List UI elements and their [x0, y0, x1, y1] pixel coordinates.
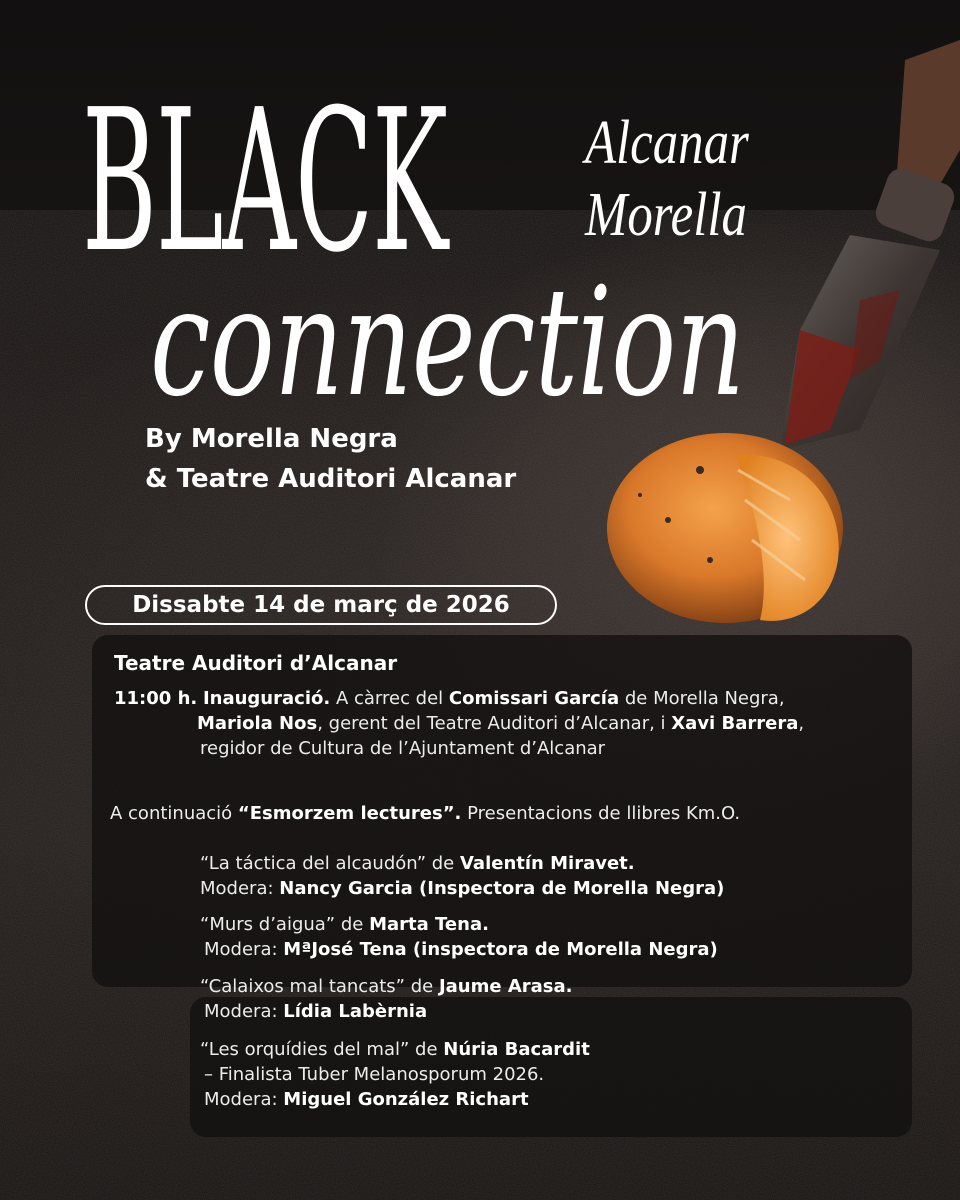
speaker-nos: Mariola Nos [197, 713, 318, 734]
inauguration-line-1 [114, 687, 785, 711]
continuation-rest: Presentacions de llibres Km.O. [467, 803, 741, 824]
book-connector: de [405, 976, 439, 997]
continuation-prefix: A continuació [110, 803, 233, 824]
byline-organizer-1: By Morella Negra [145, 424, 398, 454]
moderator-name: Nancy Garcia (Inspectora de Morella Negra) [279, 878, 725, 899]
book-author: Valentín Miravet. [459, 853, 635, 874]
moderator-name: MªJosé Tena (inspectora de Morella Negra) [283, 939, 718, 960]
book-line [200, 975, 573, 999]
book-line [200, 1038, 590, 1062]
book-connector: de [335, 914, 370, 935]
inauguration-text: , gerent del Teatre Auditori d’Alcanar, i [317, 713, 666, 734]
moderator-label: Modera: [204, 1089, 278, 1110]
book-title: “Les orquídies del mal” [200, 1039, 410, 1060]
book-line [200, 852, 635, 876]
date-badge: Dissabte 14 de març de 2026 [85, 585, 557, 625]
inauguration-time: 11:00 h. [114, 688, 198, 709]
orange-icon [607, 433, 843, 623]
moderator-line [204, 1088, 529, 1112]
book-connector: de [426, 853, 460, 874]
moderator-label: Modera: [204, 939, 278, 960]
book-title: “Murs d’aigua” [200, 914, 336, 935]
inauguration-text: , [798, 713, 805, 734]
continuation-line [110, 802, 740, 826]
venue-title: Teatre Auditori d’Alcanar [114, 651, 398, 675]
moderator-label: Modera: [200, 878, 274, 899]
moderator-line [200, 877, 724, 901]
moderator-name: Lídia Labèrnia [283, 1001, 428, 1022]
inauguration-title: Inauguració. [202, 688, 331, 709]
speaker-garcia: Comissari García [448, 688, 620, 709]
book-title: “Calaixos mal tancats” [200, 976, 405, 997]
continuation-title: “Esmorzem lectures”. [237, 803, 462, 824]
title-connection: connection [150, 256, 745, 430]
book-line [200, 913, 489, 937]
moderator-line [204, 938, 718, 962]
inauguration-text: de Morella Negra, [624, 688, 785, 709]
book-title: “La táctica del alcaudón” [200, 853, 427, 874]
book-connector: de [409, 1039, 444, 1060]
book-note: – Finalista Tuber Melanosporum 2026. [204, 1064, 545, 1085]
moderator-line [204, 1000, 427, 1024]
moderator-label: Modera: [204, 1001, 278, 1022]
city-alcanar: Alcanar [585, 109, 749, 177]
title-black: BLACK [82, 68, 448, 296]
city-morella: Morella [585, 181, 747, 249]
inauguration-text: A càrrec del [335, 688, 444, 709]
inauguration-line-3: regidor de Cultura de l’Ajuntament d’Alcanar [200, 738, 606, 759]
book-author: Marta Tena. [369, 914, 489, 935]
speaker-barrera: Xavi Barrera [671, 713, 799, 734]
book-author: Jaume Arasa. [438, 976, 573, 997]
moderator-name: Miguel González Richart [283, 1089, 529, 1110]
inauguration-line-2 [197, 712, 804, 736]
book-author: Núria Bacardit [443, 1039, 590, 1060]
byline-organizer-2: & Teatre Auditori Alcanar [145, 464, 517, 494]
